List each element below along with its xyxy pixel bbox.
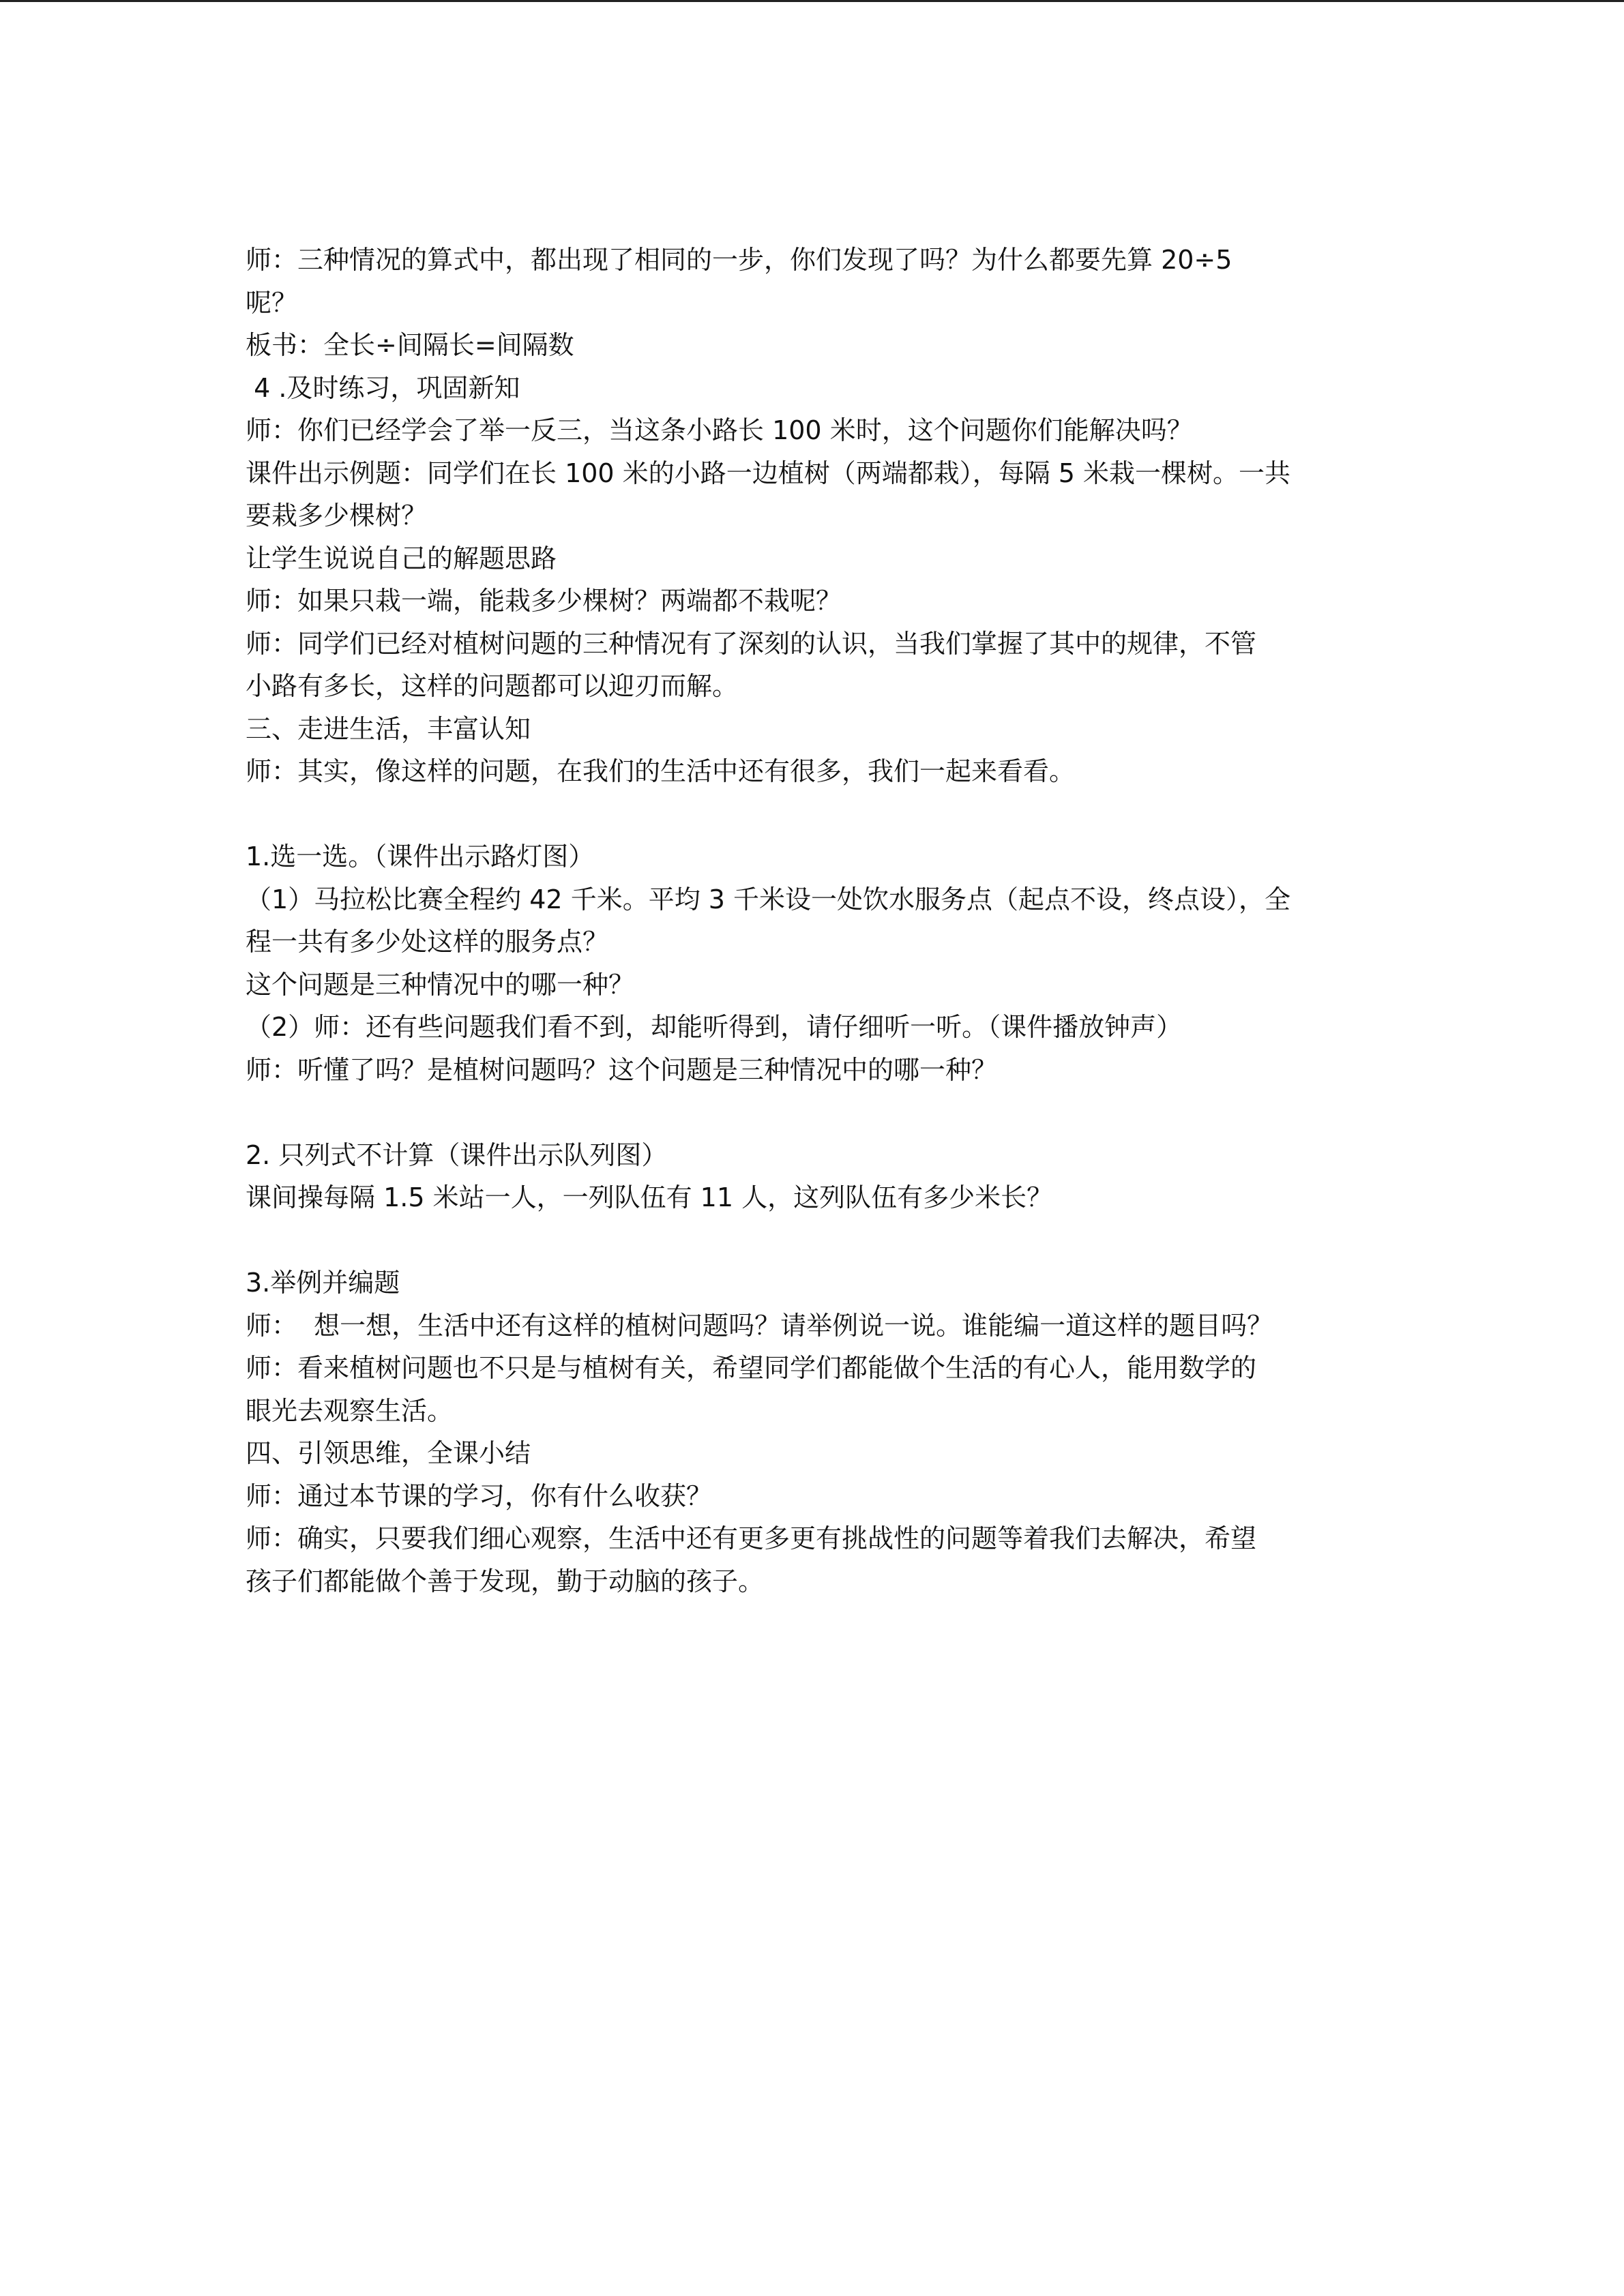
text-line: 孩子们都能做个善于发现，勤于动脑的孩子。: [246, 1566, 765, 1596]
text-line: 师：如果只栽一端，能栽多少棵树？两端都不栽呢？: [246, 586, 842, 616]
section-heading: 三、走进生活，丰富认知: [246, 713, 531, 744]
text-line: 板书：全长÷间隔长=间隔数: [246, 330, 574, 360]
text-line: 师：听懂了吗？是植树问题吗？这个问题是三种情况中的哪一种？: [246, 1054, 998, 1085]
exercise-heading: 2. 只列式不计算（课件出示队列图）: [246, 1139, 668, 1170]
section-heading: 四、引领思维，全课小结: [246, 1438, 531, 1468]
exercise-heading: 1.选一选。（课件出示路灯图）: [246, 841, 595, 871]
text-line: 课间操每隔 1.5 米站一人，一列队伍有 11 人，这列队伍有多少米长？: [246, 1182, 1053, 1212]
text-line: 眼光去观察生活。: [246, 1395, 454, 1426]
text-line: （2）师：还有些问题我们看不到，却能听得到，请仔细听一听。（课件播放钟声）: [246, 1012, 1183, 1042]
text-line: 让学生说说自己的解题思路: [246, 543, 557, 573]
text-line: 师：看来植树问题也不只是与植树有关，希望同学们都能做个生活的有心人，能用数学的: [246, 1353, 1257, 1383]
text-line: （1）马拉松比赛全程约 42 千米。平均 3 千米设一处饮水服务点（起点不设，终点设），全: [246, 884, 1291, 914]
text-line: 师：确实，只要我们细心观察，生活中还有更多更有挑战性的问题等着我们去解决，希望: [246, 1523, 1257, 1553]
text-line: 师：三种情况的算式中，都出现了相同的一步，你们发现了吗？为什么都要先算 20÷5: [246, 245, 1232, 275]
text-line: 程一共有多少处这样的服务点？: [246, 927, 609, 957]
text-line: 呢？: [246, 287, 298, 318]
section-heading: 4 .及时练习，巩固新知: [246, 372, 520, 403]
blank-line: [246, 793, 1385, 836]
text-line: 师：通过本节课的学习，你有什么收获？: [246, 1480, 713, 1511]
document-body: [246, 239, 1385, 1602]
text-line: 师：其实，像这样的问题，在我们的生活中还有很多，我们一起来看看。: [246, 756, 1076, 786]
text-line: 师：同学们已经对植树问题的三种情况有了深刻的认识，当我们掌握了其中的规律，不管: [246, 628, 1257, 659]
page-top-border: [0, 0, 1624, 2]
exercise-heading: 3.举例并编题: [246, 1268, 400, 1298]
text-line: 要栽多少棵树？: [246, 501, 428, 531]
text-line: 师： 想一想，生活中还有这样的植树问题吗？请举例说一说。谁能编一道这样的题目吗？: [246, 1310, 1273, 1341]
text-line: 这个问题是三种情况中的哪一种？: [246, 969, 635, 1000]
blank-line: [246, 1219, 1385, 1262]
text-line: 师：你们已经学会了举一反三，当这条小路长 100 米时，这个问题你们能解决吗？: [246, 415, 1193, 445]
text-line: 课件出示例题：同学们在长 100 米的小路一边植树（两端都栽），每隔 5 米栽一棵树。一共: [246, 458, 1291, 488]
text-line: 小路有多长，这样的问题都可以迎刃而解。: [246, 671, 739, 701]
blank-line: [246, 1091, 1385, 1134]
